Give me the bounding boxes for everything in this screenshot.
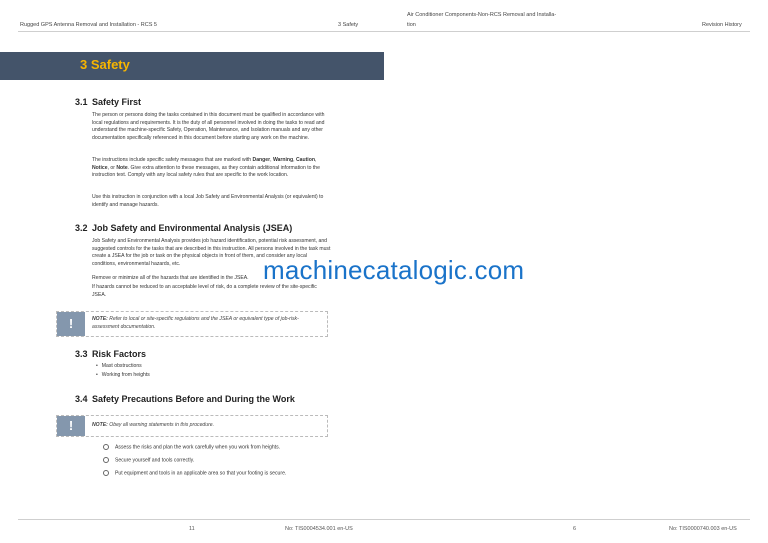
paragraph-3-1-b: The instructions include specific safety messages that are marked with Danger, Warning, Caution, Notice, or Note. Give extra attention to these messages, as they contain additional information to the instruction text. Comply with any local safety rules that are specific to the work location. xyxy=(92,157,320,178)
list-item: • Mast obstructions xyxy=(96,362,150,371)
footer-page-number-right: 6 xyxy=(573,526,577,532)
paragraph-3-1-c: Use this instruction in conjunction with a local Job Safety and Environmental Analysis (or equivalent) to identify and manage hazards. xyxy=(92,194,324,208)
watermark: machinecatalogic.com xyxy=(263,255,525,285)
section-3-1-title: Safety First xyxy=(92,97,142,107)
header-section: 3 Safety xyxy=(338,22,359,28)
list-item: Assess the risks and plan the work carefully when you work from heights. xyxy=(103,444,280,450)
paragraph-3-2-a: Job Safety and Environmental Analysis provides job hazard identification, potential risk assessment, and suggested controls for the tasks that are described in this instruction. All persons involved in the task must create a JSEA for the job or task on the physical objects in front of them, and consider any local conditions, environmental hazards, etc. xyxy=(92,238,331,267)
header-right-title-line2: tion xyxy=(407,22,416,28)
circle-bullet-icon xyxy=(103,444,109,450)
section-3-4-number: 3.4 xyxy=(75,394,88,404)
list-item: • Working from heights xyxy=(96,371,150,380)
risk-factor-list xyxy=(96,362,150,380)
paragraph-3-1-a: The person or persons doing the tasks contained in this document must be qualified in accordance with local regulations and requirements. It is the duty of all personnel involved in doing the tasks to read and understand the machine-specific Safety, Operation, Maintenance, and Isolation manuals and any other documentation specifically referenced in this document before starting any work on the machine. xyxy=(92,112,325,141)
section-3-1-number: 3.1 xyxy=(75,97,88,107)
footer-page-number-left: 11 xyxy=(189,526,195,532)
footer-doc-number-right: No: TIS0000740.003 en-US xyxy=(669,526,737,532)
note-2-text: NOTE: Obey all warning statements in this procedure. xyxy=(92,422,215,428)
note-box-2 xyxy=(56,415,328,437)
header-rule xyxy=(18,31,750,32)
section-3-3-title: Risk Factors xyxy=(92,349,147,359)
note-box-1 xyxy=(56,311,328,337)
section-3-4-title: Safety Precautions Before and During the Work xyxy=(92,394,295,404)
footer-rule xyxy=(18,519,750,520)
list-item: Secure yourself and tools correctly. xyxy=(103,457,194,463)
header-revision-history: Revision History xyxy=(702,22,742,28)
section-3-3-number: 3.3 xyxy=(75,349,88,359)
chapter-title: 3 Safety xyxy=(80,57,130,72)
chapter-banner xyxy=(0,52,384,80)
paragraph-3-2-b: Remove or minimize all of the hazards that are identified in the JSEA. xyxy=(92,275,249,281)
section-3-2-number: 3.2 xyxy=(75,223,88,233)
circle-bullet-icon xyxy=(103,470,109,476)
exclamation-icon: ! xyxy=(57,312,85,336)
paragraph-3-2-c: If hazards cannot be reduced to an acceptable level of risk, do a complete review of the site-specific JSEA. xyxy=(92,284,317,298)
note-1-text: NOTE: Refer to local or site-specific regulations and the JSEA or equivalent type of job-risk-assessment documentation. xyxy=(92,316,299,330)
footer-doc-number-left: No: TIS0004534.001 en-US xyxy=(285,526,353,532)
exclamation-icon: ! xyxy=(57,416,85,436)
header-right-title-line1: Air Conditioner Components-Non-RCS Removal and Installa- xyxy=(407,12,557,18)
section-3-2-title: Job Safety and Environmental Analysis (JSEA) xyxy=(92,223,293,233)
header-doc-title: Rugged GPS Antenna Removal and Installation - RCS 5 xyxy=(20,22,157,28)
list-item: Put equipment and tools in an applicable area so that your footing is secure. xyxy=(103,470,286,476)
circle-bullet-icon xyxy=(103,457,109,463)
